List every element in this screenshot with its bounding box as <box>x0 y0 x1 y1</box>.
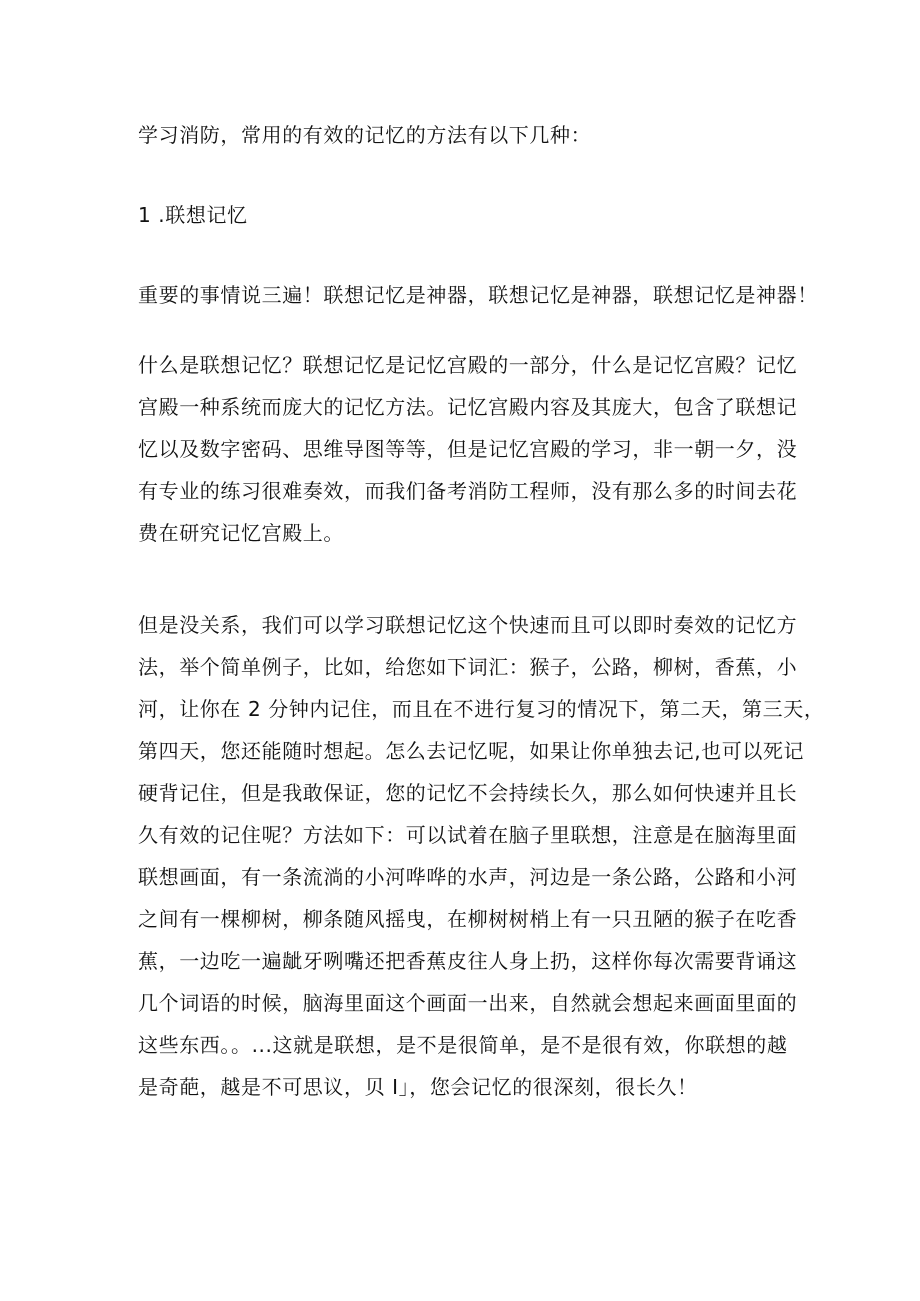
paragraph-line: 硬背记住，但是我敢保证，您的记忆不会持续长久，那么如何快速并且长 <box>138 781 798 805</box>
paragraph-line: 忆以及数字密码、思维导图等等，但是记忆宫殿的学习，非一朝一夕，没 <box>138 437 798 461</box>
paragraph-line: 但是没关系，我们可以学习联想记忆这个快速而且可以即时奏效的记忆方 <box>138 613 798 637</box>
paragraph-what-is-association <box>138 344 798 554</box>
paragraph-line: 这些东西。。...这就是联想，是不是很简单，是不是很有效，你联想的越 <box>138 1033 788 1057</box>
paragraph-line: 之间有一棵柳树，柳条随风摇曳，在柳树树梢上有一只丑陋的猴子在吃香 <box>138 907 798 931</box>
emphasis-line: 重要的事情说三遍！联想记忆是神器，联想记忆是神器，联想记忆是神器！ <box>138 283 818 307</box>
paragraph-line: 几个词语的时候，脑海里面这个画面一出来，自然就会想起来画面里面的 <box>138 991 798 1015</box>
paragraph-line: 联想画面，有一条流淌的小河哗哗的水声，河边是一条公路，公路和小河 <box>138 865 798 889</box>
heading-line: 1 .联想记忆 <box>138 203 248 227</box>
intro-line: 学习消防，常用的有效的记忆的方法有以下几种： <box>138 123 592 147</box>
paragraph-line: 宫殿一种系统而庞大的记忆方法。记忆宫殿内容及其庞大，包含了联想记 <box>138 395 798 419</box>
emphasis-paragraph <box>138 274 818 316</box>
paragraph-line: 费在研究记忆宫殿上。 <box>138 521 344 545</box>
paragraph-line: 第四天，您还能随时想起。怎么去记忆呢，如果让你单独去记,也可以死记 <box>138 739 805 763</box>
paragraph-line: 法，举个简单例子，比如，给您如下词汇：猴子，公路，柳树，香蕉，小 <box>138 655 798 679</box>
paragraph-line: 久有效的记住呢？方法如下：可以试着在脑子里联想，注意是在脑海里面 <box>138 823 798 847</box>
paragraph-line: 什么是联想记忆？联想记忆是记忆宫殿的一部分，什么是记忆宫殿？记忆 <box>138 353 798 377</box>
paragraph-line: 河，让你在 2 分钟内记住，而且在不进行复习的情况下，第二天，第三天， <box>138 697 825 721</box>
section-heading <box>138 194 798 236</box>
paragraph-example <box>138 604 825 1108</box>
paragraph-line: 有专业的练习很难奏效，而我们备考消防工程师，没有那么多的时间去花 <box>138 479 798 503</box>
paragraph-line: 蕉，一边吃一遍龇牙咧嘴还把香蕉皮往人身上扔，这样你每次需要背诵这 <box>138 949 798 973</box>
intro-paragraph <box>138 114 798 156</box>
paragraph-line: 是奇葩，越是不可思议，贝 I」，您会记忆的很深刻，很长久！ <box>138 1075 698 1099</box>
